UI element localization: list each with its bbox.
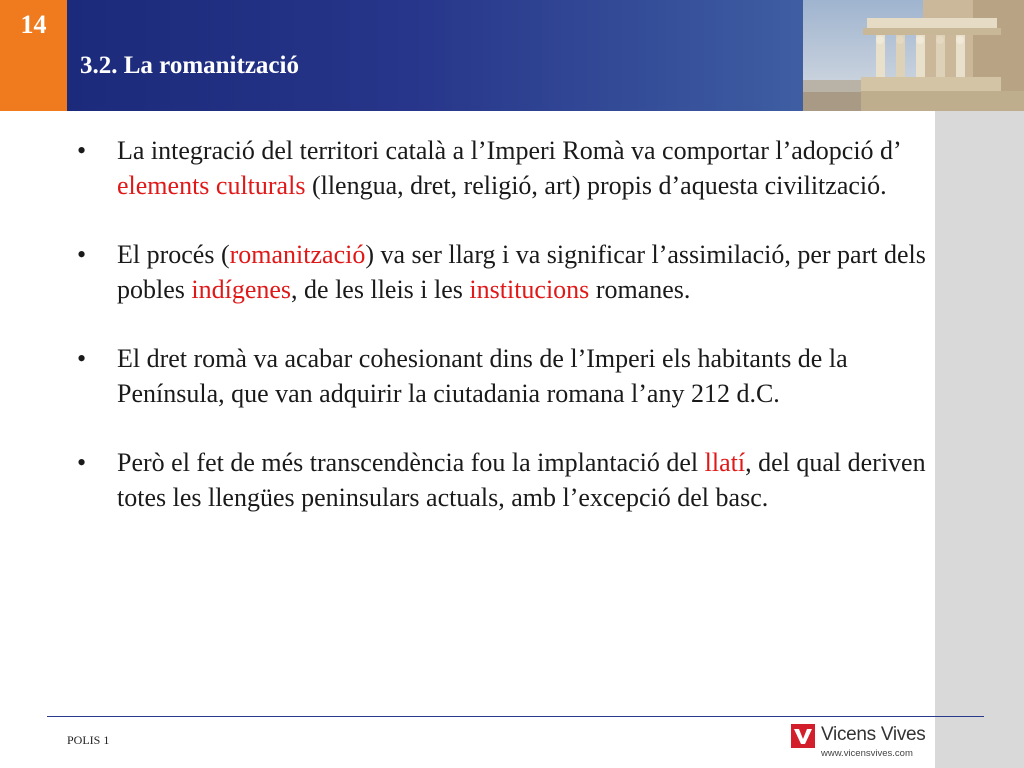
text-segment: (llengua, dret, religió, art) propis d’aquesta civilització.: [305, 171, 887, 200]
bullet-marker: •: [77, 240, 87, 269]
bullet-list: [77, 133, 937, 549]
highlighted-term: elements culturals: [117, 171, 306, 200]
right-sidebar: [935, 111, 1024, 768]
bullet-item: [77, 237, 937, 307]
text-segment: , del qual deriven totes les llengües peninsulars actuals, amb l’excepció del basc.: [117, 448, 926, 512]
text-segment: , de les lleis i les: [291, 275, 470, 304]
header-photo-caryatids: [803, 0, 1024, 111]
logo-url: www.vicensvives.com: [821, 748, 913, 759]
bullet-item: [77, 445, 937, 515]
bullet-item: [77, 133, 937, 203]
bullet-text: [117, 445, 937, 515]
footer-label: POLIS 1: [67, 733, 110, 747]
highlighted-term: llatí: [704, 448, 746, 477]
bullet-marker: •: [77, 448, 87, 477]
highlighted-term: institucions: [469, 275, 590, 304]
slide-number: 14: [0, 0, 67, 111]
bullet-marker: •: [77, 136, 87, 165]
text-segment: Però el fet de més transcendència fou la implantació del: [117, 448, 705, 477]
publisher-logo: [791, 722, 931, 764]
slide-title: 3.2. La romanització: [80, 52, 299, 79]
highlighted-term: romanització: [229, 240, 366, 269]
text-segment: romanes.: [589, 275, 691, 304]
text-segment: La integració del territori català a l’Imperi Romà va comportar l’adopció d’: [117, 136, 900, 165]
bullet-text: [117, 133, 937, 203]
text-segment: El dret romà va acabar cohesionant dins de l’Imperi els habitants de la Península, que van adquirir la ciutadania romana l’any 212 d.C.: [117, 344, 848, 408]
bullet-marker: •: [77, 344, 87, 373]
bullet-text: [117, 341, 937, 411]
text-segment: El procés (: [117, 240, 230, 269]
text-segment: ) va ser llarg i va significar l’assimilació, per part dels pobles: [117, 240, 926, 304]
bullet-text: [117, 237, 937, 307]
logo-name: Vicens Vives: [821, 724, 926, 745]
highlighted-term: indígenes: [191, 275, 292, 304]
vv-logo-icon: [791, 724, 815, 748]
footer-divider: [47, 716, 984, 717]
bullet-item: [77, 341, 937, 411]
